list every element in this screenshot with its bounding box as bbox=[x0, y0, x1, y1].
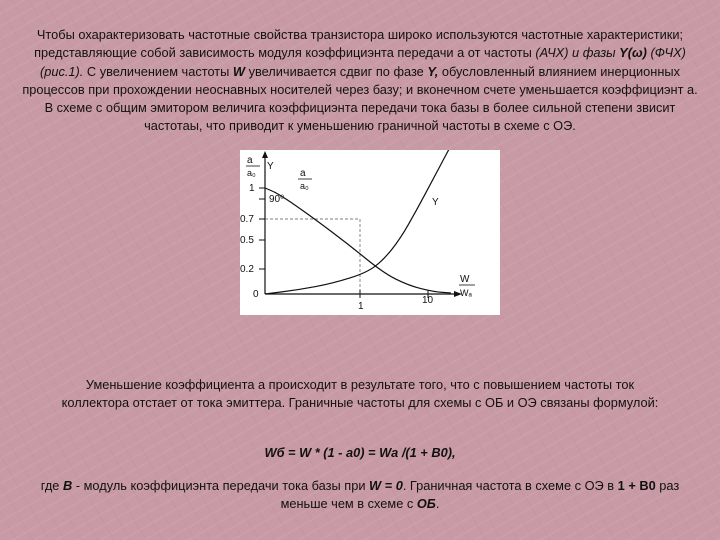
frequency-response-chart bbox=[240, 150, 500, 315]
y-label-den: а₀ bbox=[247, 168, 256, 178]
y-tick-label: 0 bbox=[253, 289, 259, 300]
y-tick-label: 0.7 bbox=[240, 214, 254, 225]
y-tick-label: 1 bbox=[249, 183, 255, 194]
explanation-paragraph: Уменьшение коэффициента а происходит в результате того, что с повышением частоты ток коллектора отстает от тока эмиттера. Граничные частоты для схемы с ОБ и ОЭ связаны формулой: bbox=[61, 377, 659, 411]
x-tick-label: 1 bbox=[358, 301, 364, 312]
x-label-num: W bbox=[460, 274, 470, 285]
y-label-num: а bbox=[247, 155, 253, 166]
series-line-a bbox=[265, 188, 451, 293]
x-label-den: Wₐ bbox=[460, 288, 472, 298]
intro-paragraph: Чтобы охарактеризовать частотные свойства транзистора широко используются частотные характеристики; представляющие собой зависимость модуля коэффициэнта передачи а от частоты (АЧХ) и фазы Y(ω) (ФЧХ)(рис.1). С увеличением частоты W увеличивается сдвиг по фазе Y, обусловленный влиянием инерционных процессов при прохождении неоснавных носителей через базу; и вконечном счете уменьшается коэффициэнт а. В схеме с общим эмитором величига коэффициэнта передачи тока базы в более сильной степени звисит частотаы, что приводит к уменьшению граничной частоты в схеме с ОЭ. bbox=[22, 27, 698, 134]
y-tick-label: 0.2 bbox=[240, 264, 254, 275]
curve-label-a-den: а₀ bbox=[300, 181, 309, 191]
curve-label-y: Y bbox=[432, 197, 439, 208]
x-tick-label: 10 bbox=[422, 295, 434, 306]
y-label-phase: Y bbox=[267, 161, 274, 172]
phase-tick-label: 90⁰ bbox=[269, 194, 285, 205]
note-paragraph: где B - модуль коэффициэнта передачи тока базы при W = 0. Граничная частота в схеме с ОЭ в 1 + B0 раз меньше чем в схеме с ОБ. bbox=[40, 478, 680, 512]
curve-label-a-num: а bbox=[300, 168, 306, 179]
chart-svg bbox=[240, 150, 500, 315]
series-line-y bbox=[265, 150, 451, 294]
y-tick-label: 0.5 bbox=[240, 235, 254, 246]
formula: Wб = W * (1 - а0) = Wа /(1 + B0), bbox=[264, 445, 456, 460]
y-axis-arrow bbox=[262, 151, 268, 158]
